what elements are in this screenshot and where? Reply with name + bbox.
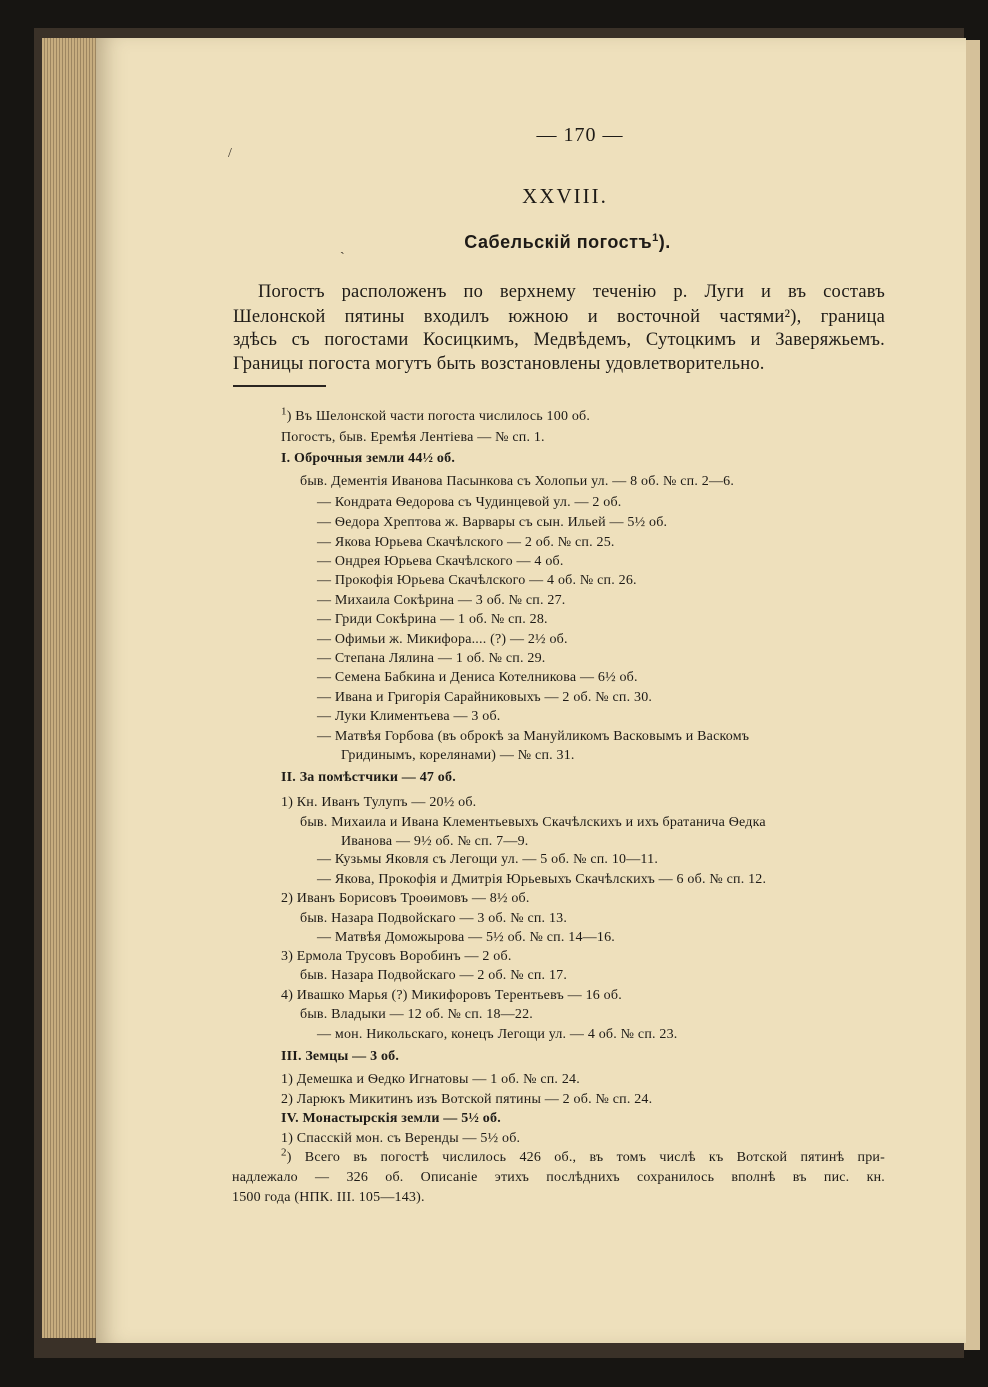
footnote-2-marker: 2	[281, 1146, 287, 1159]
footnote-line: — Матвѣя Горбова (въ оброкѣ за Мануйликомъ Васковымъ и Васкомъ	[317, 729, 750, 744]
footnote-line: Погостъ, быв. Еремѣя Лентіева — № сп. 1.	[281, 430, 545, 445]
footnote-line: — Прокофія Юрьева Скачѣлского — 4 об. № сп. 26.	[317, 573, 637, 588]
footnote-line: 3) Ермола Трусовъ Воробинъ — 2 об.	[281, 949, 512, 964]
footnote-line: быв. Михаила и Ивана Клементьевыхъ Скачѣлскихъ и ихъ братанича Ѳедка	[300, 815, 766, 830]
footnote-line: — Семена Бабкина и Дениса Котелникова — 6½ об.	[317, 670, 638, 685]
group-heading: IV. Монастырскія земли — 5½ об.	[281, 1111, 501, 1126]
footnote-line: — Офимьи ж. Микифора.... (?) — 2½ об.	[317, 632, 568, 647]
pencil-mark: /	[228, 146, 232, 161]
footnote-line: Гридинымъ, корелянами) — № сп. 31.	[341, 748, 575, 763]
footnote-1-text: ) Въ Шелонской части погоста числилось 100 об.	[286, 409, 591, 424]
footnote-line: быв. Владыки — 12 об. № сп. 18—22.	[300, 1007, 533, 1022]
footnote-line: 2) Иванъ Борисовъ Троѳимовъ — 8½ об.	[281, 891, 530, 906]
footnote-line: — Михаила Сокѣрина — 3 об. № сп. 27.	[317, 593, 566, 608]
footnote-line: — Луки Климентьева — 3 об.	[317, 709, 501, 724]
footnote-line: Иванова — 9½ об. № сп. 7—9.	[341, 834, 529, 849]
footnote-line: — Якова Юрьева Скачѣлского — 2 об. № сп. 25.	[317, 535, 615, 550]
intro-line: Границы погоста могутъ быть возстановлены удовлетворительно.	[233, 354, 765, 374]
group-heading: III. Земцы — 3 об.	[281, 1049, 400, 1064]
footnote-2-text: ) Всего въ погостѣ числилось 426 об., въ томъ числѣ къ Вотской пятинѣ при-	[286, 1150, 885, 1165]
footnote-line: 4) Ивашко Марья (?) Микифоровъ Терентьевъ — 16 об.	[281, 988, 622, 1003]
footnote-line: быв. Назара Подвойскаго — 3 об. № сп. 13.	[300, 911, 568, 926]
intro-line: Погостъ расположенъ по верхнему теченію р. Луги и въ составъ	[258, 282, 885, 302]
footnote-line: 1) Кн. Иванъ Тулупъ — 20½ об.	[281, 795, 477, 810]
footnote-line: — Степана Лялина — 1 об. № сп. 29.	[317, 651, 546, 666]
footnote-line: — Ивана и Григорія Сарайниковыхъ — 2 об. № сп. 30.	[317, 690, 653, 705]
intro-line: здѣсь съ погостами Косицкимъ, Медвѣдемъ, Сутоцкимъ и Заверяжьемъ.	[233, 330, 885, 350]
group-heading: II. За помѣстчики — 47 об.	[281, 770, 456, 785]
footnote-line: — Кузьмы Яковля съ Легощи ул. — 5 об. № сп. 10—11.	[317, 852, 659, 867]
footnote-line: — мон. Никольскаго, конецъ Легощи ул. — 4 об. № сп. 23.	[317, 1027, 678, 1042]
footnote-line: быв. Дементія Иванова Пасынкова съ Холопьи ул. — 8 об. № сп. 2—6.	[300, 474, 735, 489]
footnote-line: — Кондрата Ѳедорова съ Чудинцевой ул. — 2 об.	[317, 495, 622, 510]
footnote-line: 2) Ларюкъ Микитинъ изъ Вотской пятины — 2 об. № сп. 24.	[281, 1092, 653, 1107]
section-title-closing: ).	[658, 232, 671, 252]
chapter-number: XXVIII.	[522, 184, 608, 208]
footnote-line: — Гриди Сокѣрина — 1 об. № сп. 28.	[317, 612, 548, 627]
section-title: Сабельскій погостъ	[464, 232, 653, 252]
footnote-line: — Ондрея Юрьева Скачѣлского — 4 об.	[317, 554, 564, 569]
footnote-line: — Ѳедора Хрептова ж. Варвары съ сын. Ильей — 5½ об.	[317, 515, 668, 530]
footnote-1-line	[281, 405, 591, 425]
footnote-reference: 1	[652, 232, 659, 244]
footnote-line: 1) Демешка и Ѳедко Игнатовы — 1 об. № сп. 24.	[281, 1072, 580, 1087]
footnote-1-marker: 1	[281, 405, 287, 418]
footnote-line: — Матвѣя Доможырова — 5½ об. № сп. 14—16.	[317, 930, 615, 945]
footnote-line: быв. Назара Подвойскаго — 2 об. № сп. 17.	[300, 968, 568, 983]
pencil-mark: ˏ	[340, 240, 345, 255]
group-heading: I. Оброчныя земли 44½ об.	[281, 451, 456, 466]
section-heading	[0, 232, 988, 253]
intro-line: Шелонской пятины входилъ южною и восточной частями²), границa	[233, 307, 885, 327]
page-number: — 170 —	[536, 124, 624, 146]
footnote-2-line	[281, 1146, 885, 1166]
footnote-line: 1500 года (НПК. III. 105—143).	[232, 1190, 425, 1205]
footnote-line: — Якова, Прокофія и Дмитрія Юрьевыхъ Скачѣлскихъ — 6 об. № сп. 12.	[317, 872, 767, 887]
footnote-separator	[233, 385, 326, 387]
footnote-line: 1) Спасскій мон. съ Веренды — 5½ об.	[281, 1131, 521, 1146]
footnote-line: надлежало — 326 об. Описаніе этихъ послѣднихъ сохранилось вполнѣ въ пис. кн.	[232, 1170, 885, 1185]
